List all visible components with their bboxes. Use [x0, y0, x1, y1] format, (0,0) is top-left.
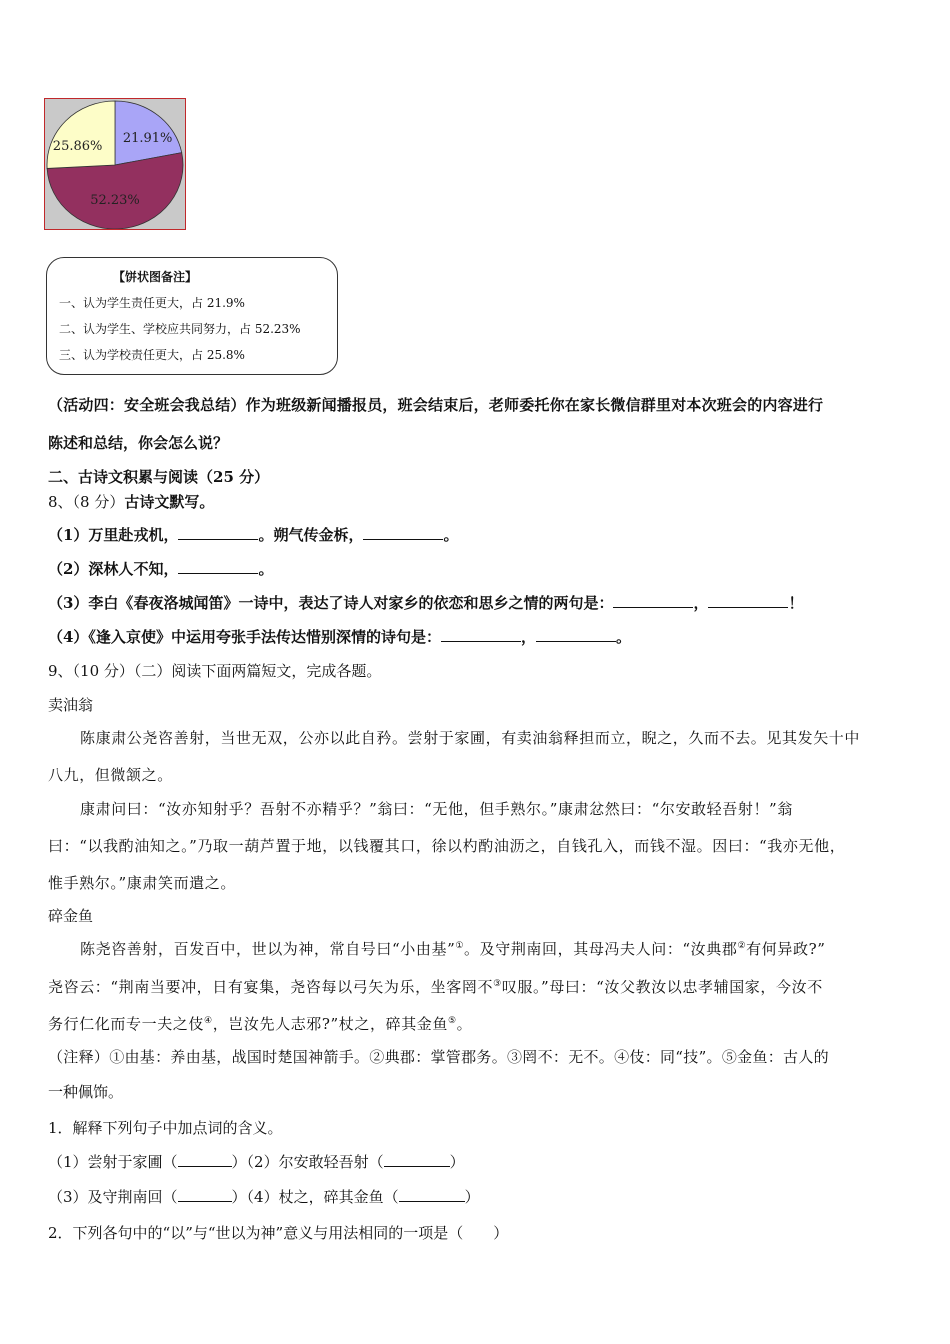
q8-heading	[48, 491, 214, 512]
q8-item2-blank[interactable]	[178, 559, 258, 574]
passage2-p1-line1	[80, 938, 825, 959]
sub1-text: （3）及守荆南回（	[48, 1188, 178, 1206]
sub1-text: ）（4）杖之，碎其金鱼（	[231, 1188, 399, 1206]
pie-slice-label: 25.86%	[52, 138, 103, 154]
answer-blank-4[interactable]	[399, 1187, 465, 1202]
q9-sub1-row2	[48, 1186, 480, 1207]
passage2-text: 务行仁化而专一夫之伎	[48, 1015, 205, 1033]
pie-chart	[44, 98, 186, 230]
legend-item-3: 三、认为学校责任更大，占 25.8%	[59, 348, 245, 362]
notes-line2: 一种佩饰。	[48, 1083, 124, 1101]
passage1-p2-line1: 康肃问曰：“汝亦知射乎？吾射不亦精乎？”翁曰：“无他，但手熟尔。”康肃忿然曰：“尔安敢轻吾射！”翁	[80, 800, 793, 818]
footnote-ref: ③	[493, 979, 502, 989]
q8-item2-text-a: （2）深林人不知，	[48, 560, 179, 578]
footnote-ref: ⑤	[448, 1016, 457, 1026]
pie-slice-label: 21.91%	[122, 131, 173, 147]
q8-item2	[48, 558, 273, 579]
q8-item1-text-a: （1）万里赴戎机，	[48, 526, 179, 544]
footnote-ref: ①	[455, 941, 465, 951]
q9-heading: 9、（10 分）（二）阅读下面两篇短文，完成各题。	[48, 662, 382, 680]
sub1-text: ）（2）尔安敢轻吾射（	[231, 1153, 384, 1171]
passage1-p1-line2: 八九，但微颔之。	[48, 766, 173, 784]
section2-title: 二、古诗文积累与阅读（25 分）	[48, 468, 270, 486]
passage1-p2-line3: 惟手熟尔。”康肃笑而遣之。	[48, 874, 236, 892]
passage2-text: ，岂汝先人志邪?”杖之，碎其金鱼	[212, 1015, 448, 1033]
q8-item3-text-a: （3）李白《春夜洛城闻笛》一诗中，表达了诗人对家乡的依恋和思乡之情的两句是：	[48, 594, 614, 612]
q8-instruction: 古诗文默写。	[124, 493, 215, 511]
footnote-ref: ②	[737, 941, 747, 951]
q8-item1-text-b: 。朔气传金柝，	[258, 526, 364, 544]
passage2-text: 有何异政?”	[746, 940, 826, 958]
passage2-title: 碎金鱼	[48, 907, 94, 925]
answer-blank-2[interactable]	[384, 1152, 450, 1167]
q8-item4	[48, 626, 631, 647]
q8-item3-text-c: ！	[788, 594, 804, 612]
passage2-text: 。及守荆南回，其母冯夫人问：“汝典郡	[464, 940, 738, 958]
sub1-text: （1）尝射于家圃（	[48, 1153, 178, 1171]
passage1-p1-line1: 陈康肃公尧咨善射，当世无双，公亦以此自矜。尝射于家圃，有卖油翁释担而立，睨之，久而不去。见其发矢十中	[80, 729, 861, 747]
answer-blank-1[interactable]	[178, 1152, 232, 1167]
activity4-line1: （活动四：安全班会我总结）作为班级新闻播报员，班会结束后，老师委托你在家长微信群里对本次班会的内容进行	[48, 396, 824, 414]
sub1-text: ）	[449, 1153, 465, 1171]
q8-item2-text-b: 。	[258, 560, 274, 578]
q8-item4-text-c: 。	[615, 628, 631, 646]
legend-item-2: 二、认为学生、学校应共同努力，占 52.23%	[59, 322, 301, 336]
q8-item1-text-c: 。	[443, 526, 459, 544]
pie-chart-svg	[45, 99, 185, 229]
q9-sub2: 2．下列各句中的“以”与“世以为神”意义与用法相同的一项是（ ）	[48, 1224, 509, 1242]
q8-item1-blank1[interactable]	[178, 525, 258, 540]
passage2-text: 叹服。”母曰：“汝父教汝以忠孝辅国家，今汝不	[501, 978, 823, 996]
answer-blank-3[interactable]	[178, 1187, 232, 1202]
q8-item3-blank2[interactable]	[708, 593, 788, 608]
passage2-text: 。	[456, 1015, 473, 1033]
activity4-line2: 陈述和总结，你会怎么说？	[48, 434, 229, 452]
q8-item3-text-b: ，	[693, 594, 709, 612]
passage2-text: 尧咨云：“荆南当要冲，日有宴集，尧咨每以弓矢为乐，坐客罔不	[48, 978, 494, 996]
passage2-p1-line2	[48, 976, 823, 997]
passage1-p2-line2: 曰：“以我酌油知之。”乃取一葫芦置于地，以钱覆其口，徐以杓酌油沥之，自钱孔入，而钱不湿。因曰：“我亦无他，	[48, 837, 846, 855]
q9-sub1-row1	[48, 1151, 465, 1172]
pie-legend-box	[46, 257, 338, 375]
q8-item1-blank2[interactable]	[363, 525, 443, 540]
sub1-text: ）	[464, 1188, 480, 1206]
footnote-ref: ④	[204, 1016, 213, 1026]
pie-slice	[47, 101, 115, 168]
q9-sub1-heading: 1．解释下列句子中加点词的含义。	[48, 1119, 283, 1137]
q8-item3	[48, 592, 803, 613]
passage2-p1-line3	[48, 1013, 472, 1034]
q8-item4-blank1[interactable]	[441, 627, 521, 642]
legend-title: 【饼状图备注】	[113, 270, 198, 284]
q8-item1	[48, 524, 458, 545]
q8-item4-text-b: ，	[520, 628, 536, 646]
q8-item3-blank1[interactable]	[613, 593, 693, 608]
pie-slice-label: 52.23%	[90, 193, 140, 209]
q8-item4-text-a: （4）《逢入京使》中运用夸张手法传达惜别深情的诗句是：	[48, 628, 441, 646]
legend-item-1: 一、认为学生责任更大，占 21.9%	[59, 296, 245, 310]
passage2-text: 陈尧咨善射，百发百中，世以为神，常自号曰“小由基”	[80, 940, 456, 958]
q8-item4-blank2[interactable]	[536, 627, 616, 642]
q8-number: 8、（8 分）	[48, 493, 125, 511]
notes-line1: （注释）①由基：养由基，战国时楚国神箭手。②典郡：掌管郡务。③罔不：无不。④伎：同“技”。⑤金鱼：古人的	[48, 1048, 829, 1066]
passage1-title: 卖油翁	[48, 696, 94, 714]
